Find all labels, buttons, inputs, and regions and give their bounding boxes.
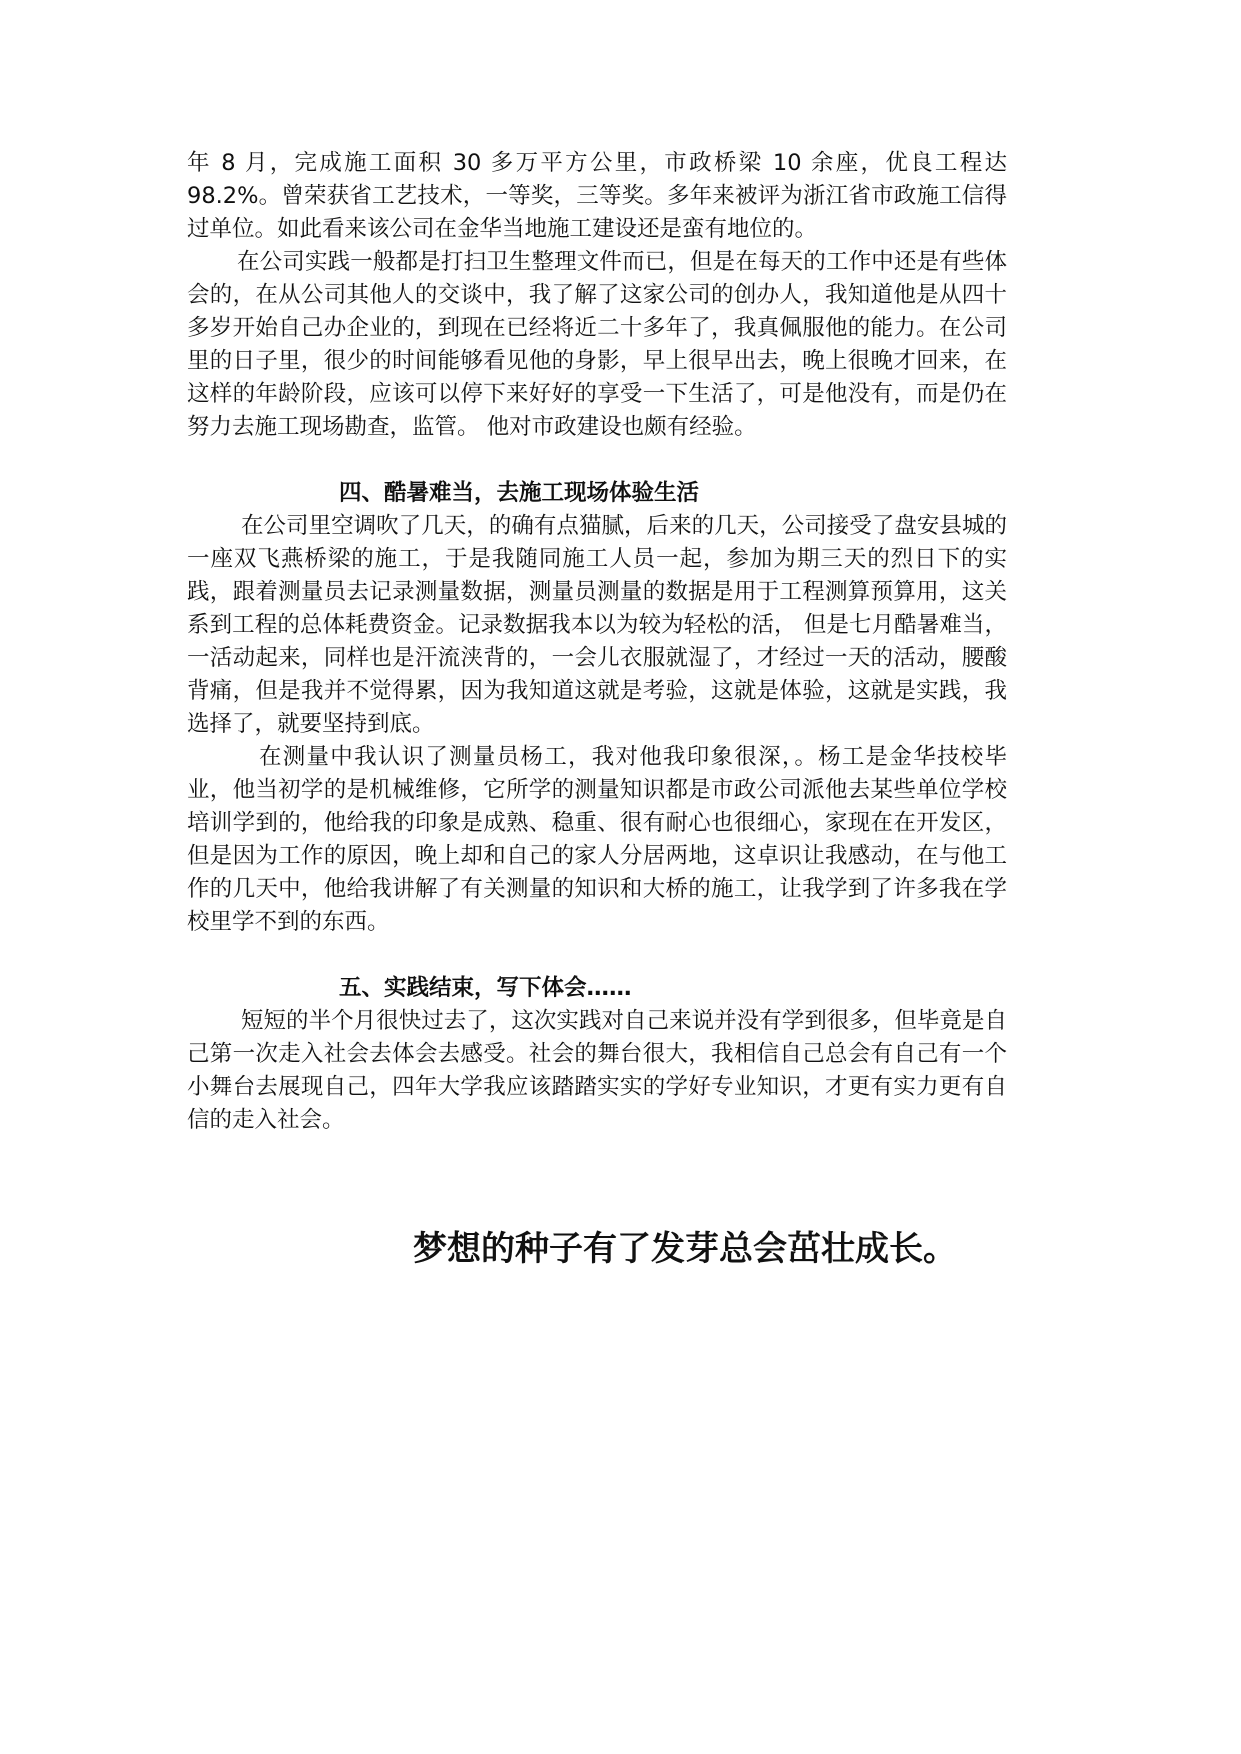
closing-line: 梦想的种子有了发芽总会茁壮成长。 (413, 1229, 957, 1269)
document-body (187, 147, 1007, 1137)
spacer (187, 444, 1007, 477)
section-4-paragraph-2: 在测量中我认识了测量员杨工，我对他我印象很深，。杨工是金华技校毕业，他当初学的是机械维修，它所学的测量知识都是市政公司派他去某些单位学校培训学到的，他给我的印象是成熟、稳重、很有耐心也很细心，家现在在开发区，但是因为工作的原因，晚上却和自己的家人分居两地，这卓识让我感动，在与他工作的几天中，他给我讲解了有关测量的知识和大桥的施工，让我学到了许多我在学校里学不到的东西。 (187, 744, 1007, 935)
section-5-paragraph: 短短的半个月很快过去了，这次实践对自己来说并没有学到很多，但毕竟是自己第一次走入社会去体会去感受。社会的舞台很大，我相信自己总会有自己有一个小舞台去展现自己，四年大学我应该踏踏实实的学好专业知识，才更有实力更有自信的走入社会。 (187, 1008, 1007, 1133)
section-4-paragraph-1: 在公司里空调吹了几天，的确有点猫腻，后来的几天，公司接受了盘安县城的一座双飞燕桥梁的施工，于是我随同施工人员一起，参加为期三天的烈日下的实践，跟着测量员去记录测量数据，测量员测量的数据是用于工程测算预算用，这关系到工程的总体耗费资金。记录数据我本以为较为轻松的活， 但是七月酷暑难当，一活动起来，同样也是汗流浃背的，一会儿衣服就湿了，才经过一天的活动，腰酸背痛，但是我并不觉得累，因为我知道这就是考验，这就是体验，这就是实践，我选择了，就要坚持到底。 (187, 513, 1007, 737)
spacer (187, 939, 1007, 972)
section-5-heading: 五、实践结束，写下体会…… (339, 975, 632, 1001)
company-paragraph: 在公司实践一般都是打扫卫生整理文件而已，但是在每天的工作中还是有些体会的，在从公司其他人的交谈中，我了解了这家公司的创办人，我知道他是从四十多岁开始自己办企业的，到现在已经将近二十多年了，我真佩服他的能力。在公司里的日子里，很少的时间能够看见他的身影，早上很早出去，晚上很晚才回来，在这样的年龄阶段，应该可以停下来好好的享受一下生活了，可是他没有，而是仍在努力去施工现场勘查，监管。 他对市政建设也颇有经验。 (187, 249, 1007, 440)
section-4-heading: 四、酷暑难当，去施工现场体验生活 (339, 480, 700, 506)
intro-paragraph: 年 8 月，完成施工面积 30 多万平方公里，市政桥梁 10 余座，优良工程达 98.2%。曾荣获省工艺技术，一等奖，三等奖。多年来被评为浙江省市政施工信得过单位。如此看来该公司在金华当地施工建设还是蛮有地位的。 (187, 150, 1007, 242)
